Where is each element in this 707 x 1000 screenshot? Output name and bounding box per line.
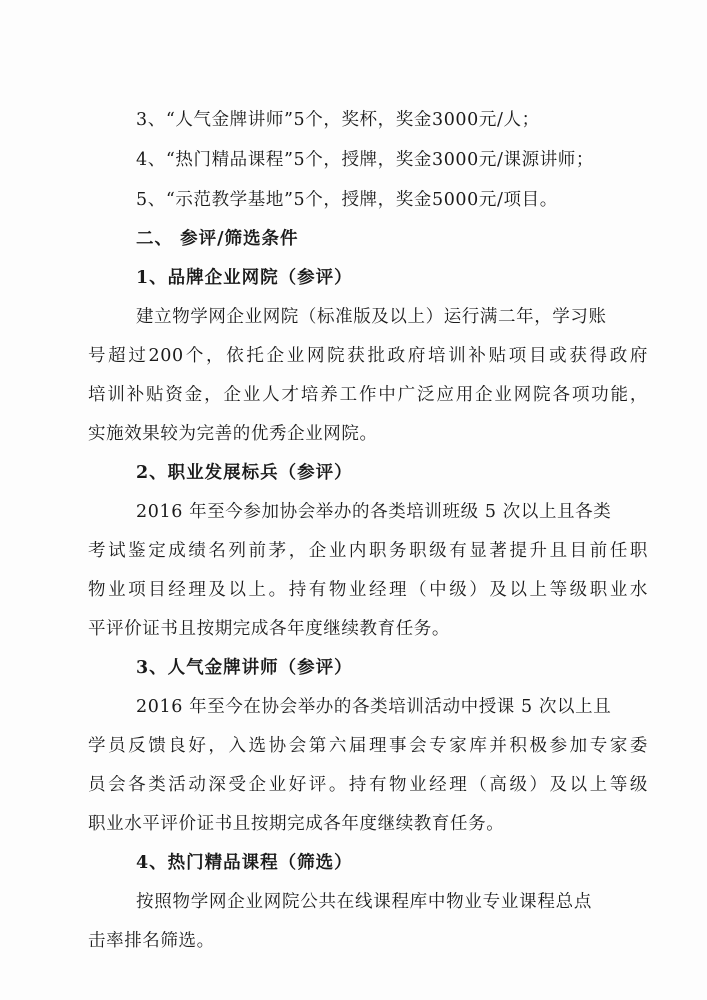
subsection-title-4: 4、热门精品课程（筛选） <box>136 853 353 873</box>
paragraph-line: 学员反馈良好，入选协会第六届理事会专家库并积极参加专家委 <box>88 736 648 756</box>
paragraph-line: 员会各类活动深受企业好评。持有物业经理（高级）及以上等级 <box>88 775 648 795</box>
paragraph-line: 物业项目经理及以上。持有物业经理（中级）及以上等级职业水 <box>88 580 648 600</box>
paragraph-line: 击率排名筛选。 <box>88 931 215 951</box>
paragraph-line: 考试鉴定成绩名列前茅，企业内职务职级有显著提升且目前任职 <box>88 541 648 561</box>
paragraph-line: 2016 年至今参加协会举办的各类培训班级 5 次以上且各类 <box>136 502 612 522</box>
award-item-3: 3、“人气金牌讲师”5个，奖杯，奖金3000元/人； <box>136 110 540 130</box>
paragraph-line: 2016 年至今在协会举办的各类培训活动中授课 5 次以上且 <box>136 697 612 717</box>
paragraph-line: 平评价证书且按期完成各年度继续教育任务。 <box>88 619 450 639</box>
subsection-title-1: 1、品牌企业网院（参评） <box>136 268 353 288</box>
subsection-title-2: 2、职业发展标兵（参评） <box>136 463 353 483</box>
paragraph-line: 按照物学网企业网院公共在线课程库中物业专业课程总点 <box>136 892 592 912</box>
paragraph-line: 号超过200个，依托企业网院获批政府培训补贴项目或获得政府 <box>88 346 648 366</box>
award-item-5: 5、“示范教学基地”5个，授牌，奖金5000元/项目。 <box>136 190 558 210</box>
section-title: 二、 参评/筛选条件 <box>136 229 299 249</box>
subsection-title-3: 3、人气金牌讲师（参评） <box>136 658 353 678</box>
paragraph-line: 职业水平评价证书且按期完成各年度继续教育任务。 <box>88 814 505 834</box>
paragraph-line: 培训补贴资金，企业人才培养工作中广泛应用企业网院各项功能， <box>88 385 648 405</box>
paragraph-line: 实施效果较为完善的优秀企业网院。 <box>88 424 378 444</box>
paragraph-line: 建立物学网企业网院（标准版及以上）运行满二年，学习账 <box>136 307 607 327</box>
award-item-4: 4、“热门精品课程”5个，授牌，奖金3000元/课源讲师； <box>136 150 594 170</box>
